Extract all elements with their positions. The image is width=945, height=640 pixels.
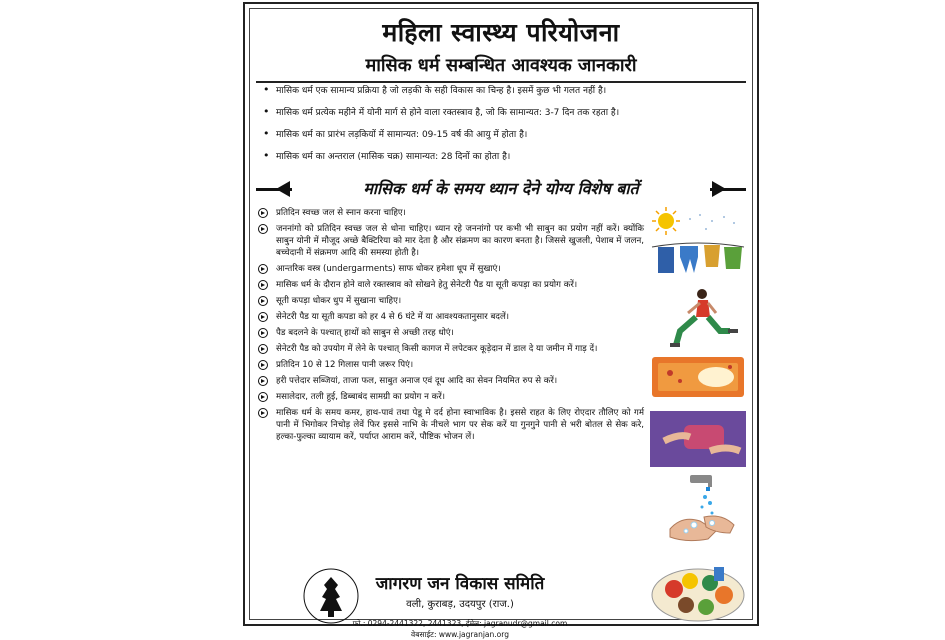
sanitary-pad-illustration xyxy=(650,353,746,401)
arrow-bullet-icon xyxy=(258,408,268,418)
page-title: महिला स्वास्थ्य परियोजना xyxy=(382,18,620,47)
list-item: सेनेटरी पैड या सूती कपडा को हर 4 से 6 घंटे में या आवश्यकतानुसार बदलें। xyxy=(256,311,644,323)
list-item: मासिक धर्म के समय कमर, हाथ-पावं तथा पेडू मे दर्द होना स्वाभाविक है। इससे राहत के लिए रोएदार तौलिए को गर्म पानी में भिगोकर निचोड़ लेवें फिर इससे नाभि के नीचले भाग पर सेक करें या गुनगुने पानी से भरी बोतल से सेक करे, हल्का-फुल्का व्यायाम करें, पर्याप्त आराम करें, पौष्टिक भोजन लें। xyxy=(256,407,644,443)
list-item: • मासिक धर्म का अन्तराल (मासिक चक्र) सामान्यत: 28 दिनों का होता है। xyxy=(260,151,742,163)
arrow-bullet-icon xyxy=(258,392,268,402)
arrow-left-icon xyxy=(276,181,290,197)
divider xyxy=(256,81,746,83)
hot-water-bottle-illustration xyxy=(650,411,746,467)
clothesline-sun-illustration xyxy=(650,207,746,279)
arrow-bullet-icon xyxy=(258,328,268,338)
section-banner xyxy=(256,177,746,201)
website-link: वेबसाईट: www.jagranjan.org xyxy=(411,630,509,639)
arrow-bullet-icon xyxy=(258,208,268,218)
list-item: सेनेटरी पैड को उपयोग में लेने के पश्चात् किसी कागज में लपेटकर कूड़ेदान में डाल दे या जमीन में गाड़ दें। xyxy=(256,343,644,355)
list-item: मासिक धर्म के दौरान होने वाले रक्तस्त्राव को सोखने हेतु सेनेटरी पैड या सूती कपड़ा का प्रयोग करें। xyxy=(256,279,644,291)
poster-inner-border xyxy=(249,8,753,639)
page-subtitle: मासिक धर्म सम्बन्धित आवश्यक जानकारी xyxy=(365,55,637,76)
arrow-bullet-icon xyxy=(258,296,268,306)
facts-list xyxy=(260,85,742,173)
list-item: मसालेदार, तली हुई, डिब्बाबंद सामग्री का प्रयोग न करें। xyxy=(256,391,644,403)
arrow-bullet-icon xyxy=(258,280,268,290)
list-item: हरी पत्तेदार सब्जियां, ताजा फल, साबुत अनाज एवं दूध आदि का सेवन नियमित रुप से करें। xyxy=(256,375,644,387)
list-item: आन्तरिक वस्त्र (undergarments) साफ धोकर हमेशा धूप में सुखाएं। xyxy=(256,263,644,275)
poster xyxy=(243,2,759,639)
contact-info: फो.: 0294-2441322, 2441323, ईमेल: jagranudr@gmail.com xyxy=(352,619,568,628)
arrow-bullet-icon xyxy=(258,344,268,354)
list-item: सूती कपड़ा धोकर धुप में सुखाना चाहिए। xyxy=(256,295,644,307)
section-heading: मासिक धर्म के समय ध्यान देने योग्य विशेष बातें xyxy=(292,177,710,201)
list-item: • मासिक धर्म प्रत्येक महीने में योनी मार्ग से होने वाला रक्तस्त्राव है, जो कि सामान्यत: 3-7 दिन तक रहता है। xyxy=(260,107,742,119)
organization-name: जागरण जन विकास समिति xyxy=(375,574,545,594)
arrow-bullet-icon xyxy=(258,360,268,370)
exercise-woman-illustration xyxy=(650,287,746,349)
list-item: प्रतिदिन स्वच्छ जल से स्नान करना चाहिए। xyxy=(256,207,644,219)
arrow-bullet-icon xyxy=(258,264,268,274)
washing-hands-illustration xyxy=(650,473,746,555)
list-item: जननांगो को प्रतिदिन स्वच्छ जल से धोना चाहिए। ध्यान रहे जननांगो पर कभी भी साबुन का प्रयोग नहीं करें। क्योंकि साबुन योनी में मौजूद अच्छे बैक्टिरिया को मार देता है और संक्रमण का कारण बनता है। जिससे खुजली, पेशाब में जलन, बच्चेदानी में संक्रमण आदि की समस्या होती है। xyxy=(256,223,644,259)
list-item: प्रतिदिन 10 से 12 गिलास पानी जरूर पिएं। xyxy=(256,359,644,371)
food-plate-illustration xyxy=(650,565,746,623)
list-item: • मासिक धर्म का प्रारंभ लड़कियों में सामान्यत: 09-15 वर्ष की आयु में होता है। xyxy=(260,129,742,141)
arrow-right-icon xyxy=(712,181,726,197)
list-item: पैड बदलने के पश्चात् हाथों को साबुन से अच्छी तरह धोएं। xyxy=(256,327,644,339)
arrow-bullet-icon xyxy=(258,312,268,322)
organization-address: वली, कुराबड़, उदयपुर (राज.) xyxy=(406,599,514,610)
arrow-bullet-icon xyxy=(258,376,268,386)
tips-list xyxy=(256,207,644,447)
list-item: • मासिक धर्म एक सामान्य प्रक्रिया है जो लड़की के सही विकास का चिन्ह है। इसमें कुछ भी गलत नहीं है। xyxy=(260,85,742,97)
arrow-bullet-icon xyxy=(258,224,268,234)
